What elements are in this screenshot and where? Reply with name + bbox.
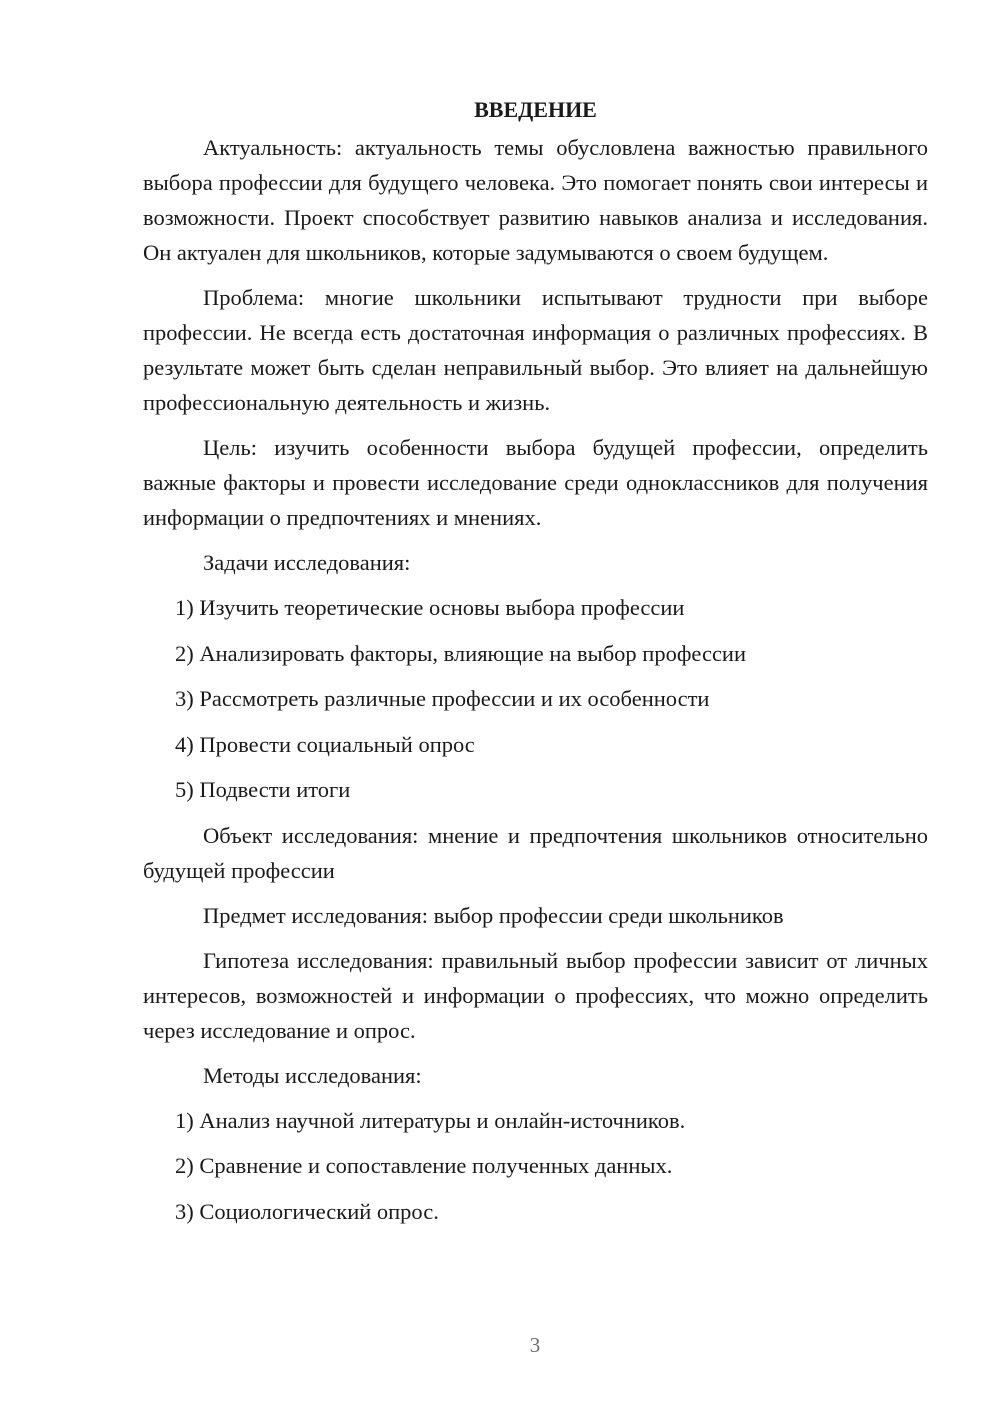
list-item: 1) Изучить теоретические основы выбора профессии [175,595,685,620]
list-item: 2) Анализировать факторы, влияющие на выбор профессии [175,640,747,666]
goal-paragraph: Цель: изучить особенности выбора будущей профессии, определить важные факторы и провести исследование среди одноклассников для получения информации о предпочтениях и мнениях. [143,435,928,530]
subject-paragraph: Предмет исследования: выбор профессии среди школьников [203,902,784,928]
document-page [143,92,928,1239]
list-item: 1) Анализ научной литературы и онлайн-источников. [175,1107,686,1133]
list-item: 3) Рассмотреть различные профессии и их особенности [175,686,710,711]
methods-label: Методы исследования: [203,1062,422,1088]
list-item: 2) Сравнение и сопоставление полученных данных. [175,1153,673,1178]
list-item: 4) Провести социальный опрос [175,731,475,757]
object-paragraph: Объект исследования: мнение и предпочтения школьников относительно будущей профессии [143,822,928,883]
list-item: 5) Подвести итоги [175,777,351,802]
tasks-list [143,590,928,807]
tasks-label: Задачи исследования: [203,550,411,575]
page-number: 3 [529,1333,541,1357]
page-title: ВВЕДЕНИЕ [474,97,597,122]
list-item: 3) Социологический опрос. [175,1198,439,1224]
hypothesis-paragraph: Гипотеза исследования: правильный выбор профессии зависит от личных интересов, возможностей и информации о профессиях, что можно определить через исследование и опрос. [143,947,928,1043]
relevance-paragraph: Актуальность: актуальность темы обусловлена важностью правильного выбора профессии для будущего человека. Это помогает понять свои интересы и возможности. Проект способствует развитию навыков анализа и исследования. Он актуален для школьников, которые задумываются о своем будущем. [143,135,928,265]
problem-paragraph: Проблема: многие школьники испытывают трудности при выборе профессии. Не всегда есть достаточная информация о различных профессиях. В результате может быть сделан неправильный выбор. Это влияет на дальнейшую профессиональную деятельность и жизнь. [143,285,928,415]
methods-list [143,1103,928,1229]
